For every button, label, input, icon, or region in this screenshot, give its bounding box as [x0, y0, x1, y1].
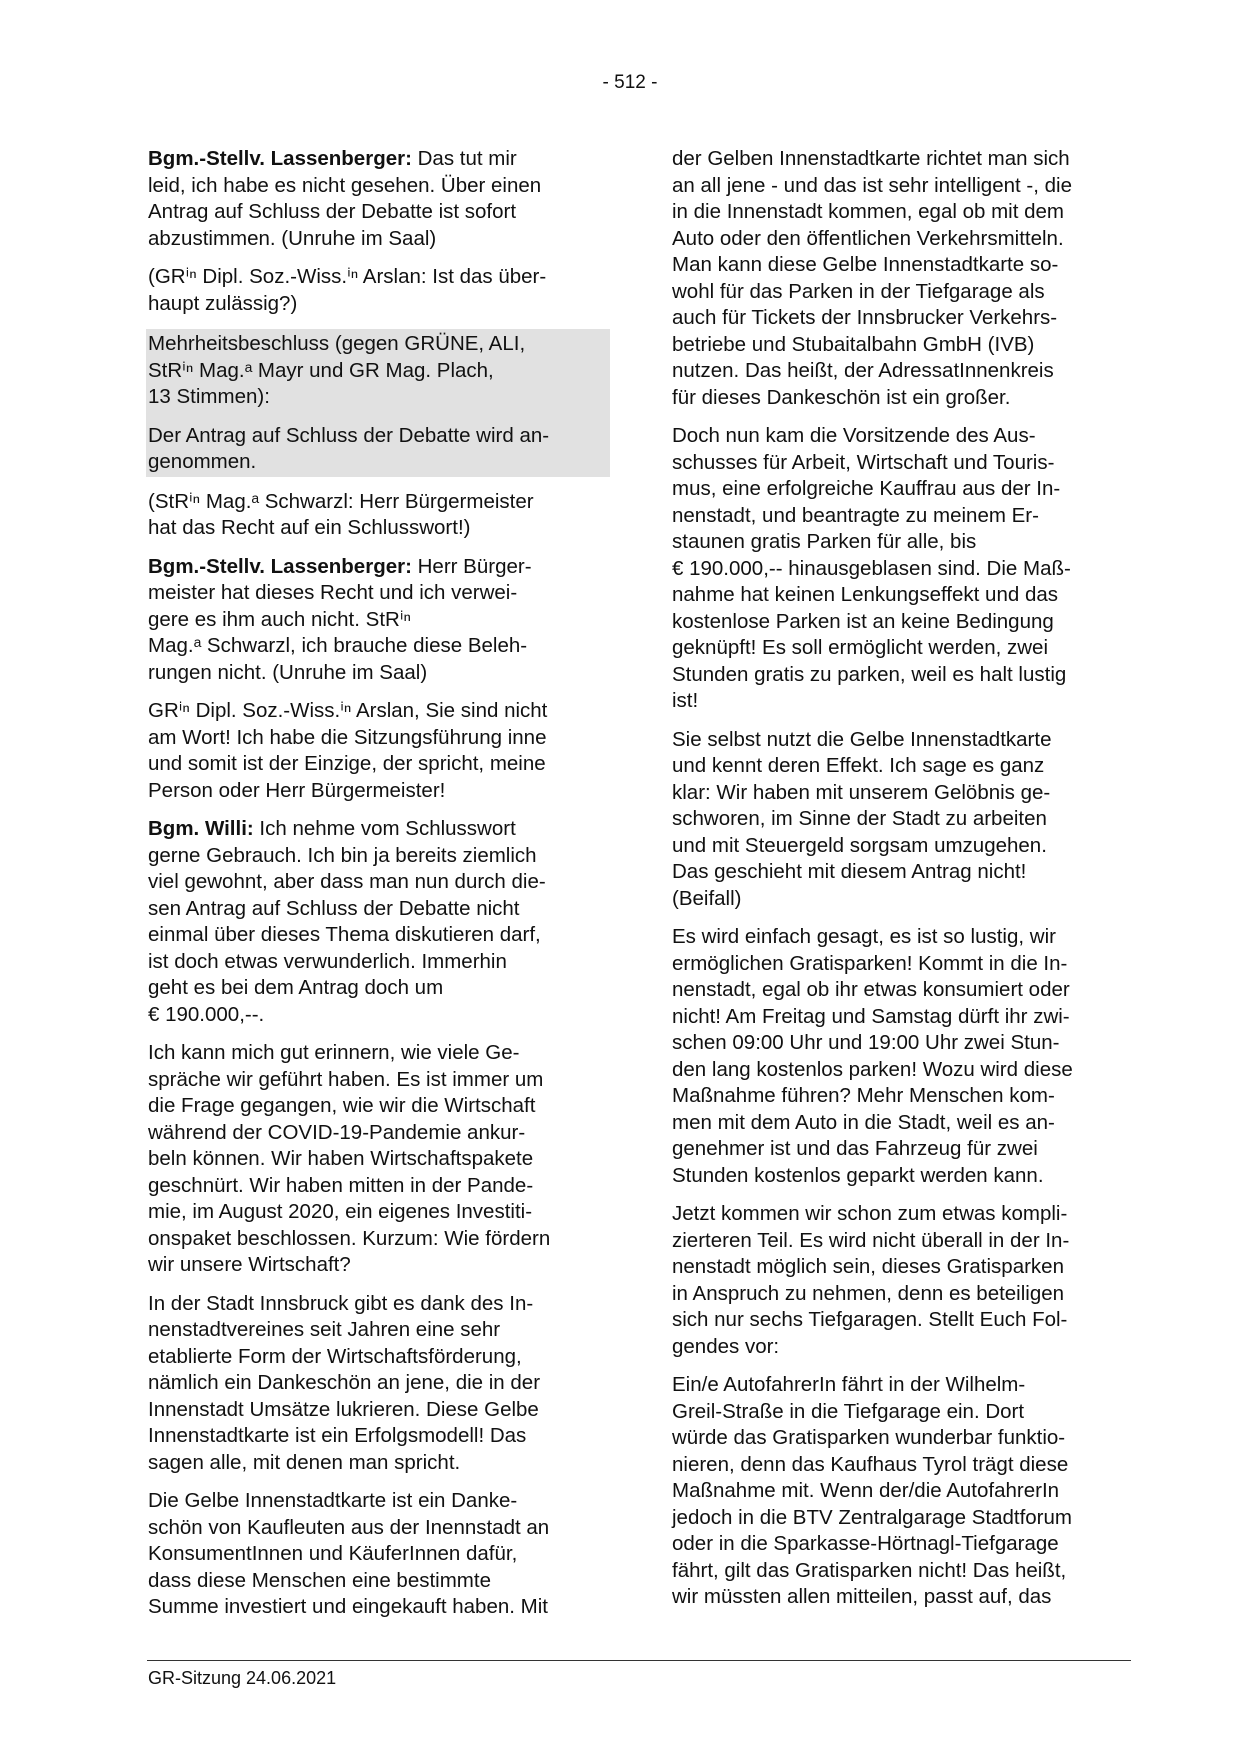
paragraph-right-4: Es wird einfach gesagt, es ist so lustig, wir ermöglichen Gratisparken! Kommt in die In- nenstadt, egal ob ihr etwas konsumiert oder nicht! Am Freitag und Samstag dürft ihr zwi- schen 09:00 Uhr und 19:00 Uhr zwei Stun- den lang kostenlos parken! Wozu wird diese Maßnahme führen? Mehr Menschen kom- men mit dem Auto in die Stadt, weil es an- genehmer ist und das Fahrzeug für zwei Stunden kostenlos geparkt werden kann.: [672, 925, 1073, 1187]
speech-text: Herr Bürger- meister hat dieses Recht und ich verwei- gere es ihm auch nicht. StRⁱⁿ Mag.ᵃ Schwarzl, ich brauche diese Beleh- rungen nicht. (Unruhe im Saal): [148, 554, 532, 684]
paragraph-right-1: der Gelben Innenstadtkarte richtet man sich an all jene - und das ist sehr intelligent -, die in die Innenstadt kommen, egal ob mit dem Auto oder den öffentlichen Verkehrsmitteln. Man kann diese Gelbe Innenstadtkarte so- wohl für das Parken in der Tiefgarage als auch für Tickets der Innsbrucker Verkehrs- betriebe und Stubaitalbahn GmbH (IVB) nutzen. Das heißt, der AdressatInnenkreis für dieses Dankeschön ist ein großer.: [672, 147, 1072, 409]
resolution-box: [146, 329, 610, 477]
left-column: [148, 146, 608, 1633]
paragraph-right-6: Ein/e AutofahrerIn fährt in der Wilhelm- Greil-Straße in die Tiefgarage ein. Dort würde das Gratisparken wunderbar funktio- nieren, denn das Kaufhaus Tyrol trägt diese Maßnahme mit. Wenn der/die AutofahrerIn jedoch in die BTV Zentralgarage Stadtforum oder in die Sparkasse-Hörtnagl-Tiefgarage fährt, gilt das Gratisparken nicht! Das heißt, wir müssten allen mitteilen, passt auf, das: [672, 1373, 1072, 1608]
majority-decision: Mehrheitsbeschluss (gegen GRÜNE, ALI, StRⁱⁿ Mag.ᵃ Mayr und GR Mag. Plach, 13 Stimmen):: [148, 332, 526, 408]
paragraph-lassenberger-2: [148, 554, 608, 687]
paragraph-willi-2: Ich kann mich gut erinnern, wie viele Ge- spräche wir geführt haben. Es ist immer um die Frage gegangen, wie wir die Wirtschaft während der COVID-19-Pandemie ankur- beln können. Wir haben Wirtschaftspakete geschnürt. Wir haben mitten in der Pande- mie, im August 2020, ein eigenes Investiti- onspaket beschlossen. Kurzum: Wie fördern wir unsere Wirtschaft?: [148, 1041, 551, 1276]
speaker-name: Bgm. Willi:: [148, 817, 254, 840]
paragraph-right-5: Jetzt kommen wir schon zum etwas kompli- zierteren Teil. Es wird nicht überall in der In- nenstadt möglich sein, dieses Gratisparken in Anspruch zu nehmen, denn es beteiligen sich nur sechs Tiefgaragen. Stellt Euch Fol- gendes vor:: [672, 1202, 1070, 1358]
paragraph-willi-4: Die Gelbe Innenstadtkarte ist ein Danke- schön von Kaufleuten aus der Inennstadt an KonsumentInnen und KäuferInnen dafür, dass diese Menschen eine bestimmte Summe investiert und eingekauft haben. Mit: [148, 1489, 550, 1618]
paragraph-right-2: Doch nun kam die Vorsitzende des Aus- schusses für Arbeit, Wirtschaft und Touris- mus, eine erfolgreiche Kauffrau aus der In- nenstadt, und beantragte zu meinem Er- staunen gratis Parken für alle, bis € 190.000,-- hinausgeblasen sind. Die Maß- nahme hat keinen Lenkungseffekt und das kostenlose Parken ist an keine Bedingung geknüpft! Es soll ermöglicht werden, zwei Stunden gratis zu parken, weil es halt lustig ist!: [672, 424, 1071, 712]
speaker-name: Bgm.-Stellv. Lassenberger:: [148, 554, 412, 578]
speaker-name: Bgm.-Stellv. Lassenberger:: [148, 147, 412, 170]
paragraph-lassenberger-1: [148, 146, 608, 252]
paragraph-willi-3: In der Stadt Innsbruck gibt es dank des In- nenstadtvereines seit Jahren eine sehr etablierte Form der Wirtschaftsförderung, nämlich ein Dankeschön an jene, die in der Innenstadt Umsätze lukrieren. Diese Gelbe Innenstadtkarte ist ein Erfolgsmodell! Das sagen alle, mit denen man spricht.: [148, 1291, 541, 1474]
paragraph-right-3: Sie selbst nutzt die Gelbe Innenstadtkarte und kennt deren Effekt. Ich sage es ganz klar: Wir haben mit unserem Gelöbnis ge- schworen, im Sinne der Stadt zu arbeiten und mit Steuergeld sorgsam umzugehen. Das geschieht mit diesem Antrag nicht! (Beifall): [672, 727, 1052, 910]
paragraph-willi-1: [148, 816, 608, 1028]
paragraph-arslan-warning: GRⁱⁿ Dipl. Soz.-Wiss.ⁱⁿ Arslan, Sie sind nicht am Wort! Ich habe die Sitzungsführung inne und somit ist der Einzige, der spricht, meine Person oder Herr Bürgermeister!: [148, 699, 548, 802]
speech-text: Das tut mir leid, ich habe es nicht gesehen. Über einen Antrag auf Schluss der Debatte ist sofort abzustimmen. (Unruhe im Saal): [148, 147, 542, 250]
page-number: - 512 -: [602, 72, 658, 93]
right-column: [672, 146, 1132, 1623]
interjection-arslan: (GRⁱⁿ Dipl. Soz.-Wiss.ⁱⁿ Arslan: Ist das über- haupt zulässig?): [148, 265, 547, 315]
motion-accepted: Der Antrag auf Schluss der Debatte wird an- genommen.: [148, 423, 550, 473]
footer-session-date: GR-Sitzung 24.06.2021: [148, 1668, 337, 1688]
speech-text: Ich nehme vom Schlusswort gerne Gebrauch. Ich bin ja bereits ziemlich viel gewohnt, aber dass man nun durch die- sen Antrag auf Schluss der Debatte nicht einmal über dieses Thema diskutieren darf, ist doch etwas verwunderlich. Immerhin geht es bei dem Antrag doch um € 190.000,--.: [148, 817, 546, 1026]
footer-divider: [147, 1660, 1131, 1661]
interjection-schwarzl: (StRⁱⁿ Mag.ᵃ Schwarzl: Herr Bürgermeister hat das Recht auf ein Schlusswort!): [148, 489, 534, 539]
